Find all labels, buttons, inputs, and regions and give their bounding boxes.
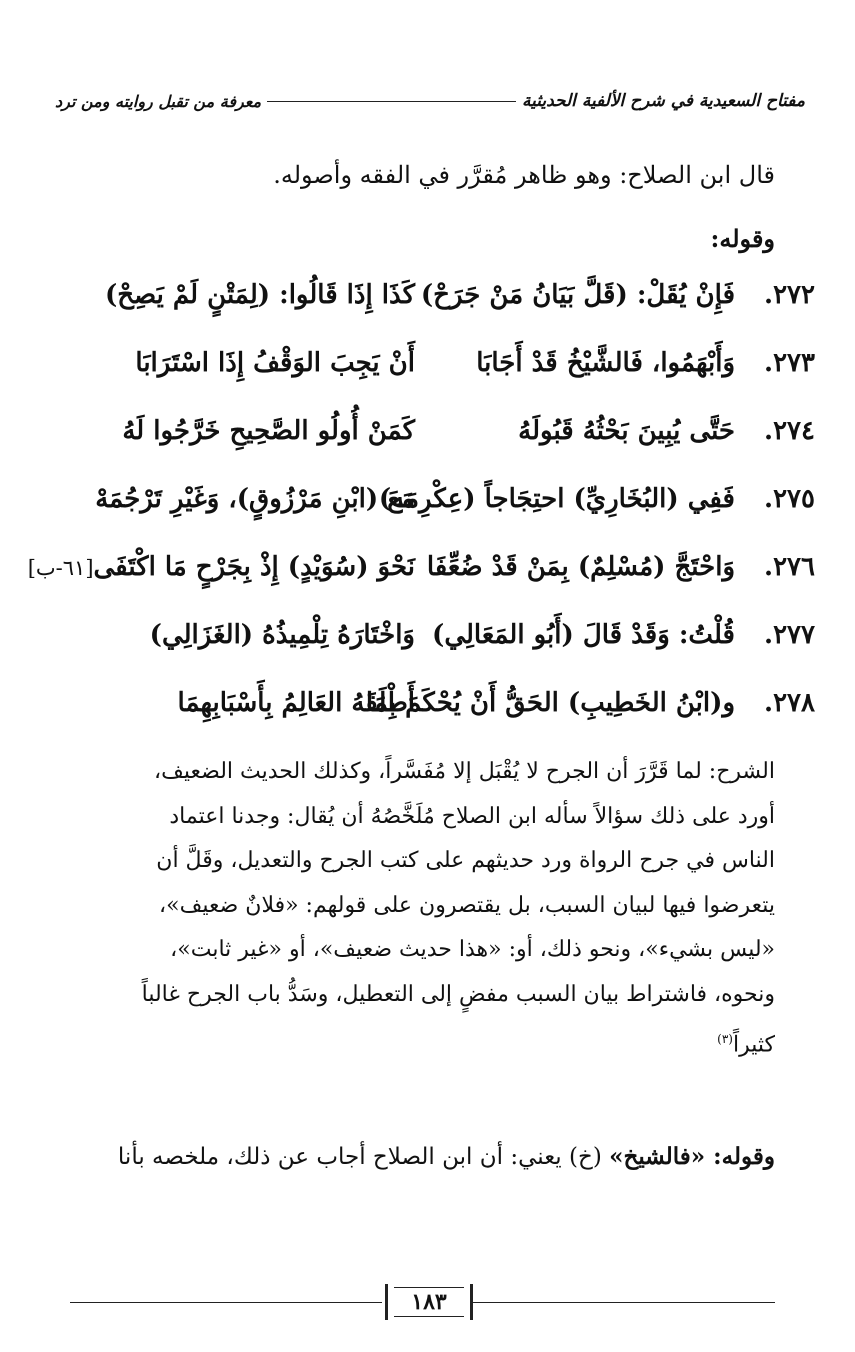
verse-line [40, 268, 815, 328]
verse-first-hemistich: وَأَبْهَمُوا، فَالشَّيْخُ قَدْ أَجَابَا [476, 348, 735, 378]
verse-first-hemistich: حَتَّى يُبِينَ بَحْثُهُ قَبُولَهُ [518, 416, 735, 446]
verse-number: ٢٧٦. [764, 552, 815, 582]
verses-label: وقوله: [710, 224, 775, 253]
verse-second-hemistich: كَذَا إِذَا قَالُوا: (لِمَتْنٍ لَمْ يَصِحْ) [104, 280, 415, 310]
header-rule [267, 101, 516, 102]
verse-number: ٢٧٥. [764, 484, 815, 514]
verse-number: ٢٧٤. [764, 416, 815, 446]
verse-second-hemistich [27, 552, 415, 582]
footnote-marker: (٣) [717, 1032, 733, 1046]
verse-first-hemistich: فَفِي (البُخَارِيِّ) احتِجَاجاً (عِكْرِمَه) [378, 484, 735, 514]
commentary-line-text: كثيراً [732, 1032, 775, 1058]
commentary-paragraph [55, 750, 775, 1062]
continuation-text: (خ) يعني: أن ابن الصلاح أجاب عن ذلك، ملخصه بأنا [117, 1144, 610, 1170]
commentary-line: الشرح: لما قَرَّرَ أن الجرح لا يُقْبَل إلا مُفَسَّراً، وكذلك الحديث الضعيف، [154, 759, 775, 784]
page-number: ١٨٣ [385, 1284, 473, 1320]
verse-first-hemistich: قُلْتُ: وَقَدْ قَالَ (أَبُو المَعَالِي) [432, 620, 735, 650]
verse-number: ٢٧٨. [764, 688, 815, 718]
footer-rule-right [470, 1302, 775, 1303]
commentary-line: أورد على ذلك سؤالاً سأله ابن الصلاح مُلَخَّصُهُ أن يُقال: وجدنا اعتماد [169, 803, 775, 829]
commentary-line: ونحوه، فاشتراط بيان السبب مفضٍ إلى التعطيل، وسَدُّ باب الجرح غالباً [141, 981, 775, 1007]
verse-second-hemistich: كَمَنْ أُولُو الصَّحِيحِ خَرَّجُوا لَهُ [122, 416, 415, 446]
quoted-term: وقوله: «فالشيخ» [609, 1143, 775, 1170]
verse-second-hemistich: أَطْلَقَهُ العَالِمُ بِأَسْبَابِهِمَا [177, 688, 415, 718]
intro-paragraph: قال ابن الصلاح: وهو ظاهر مُقرَّر في الفقه وأصوله. [273, 161, 775, 189]
verse-line [27, 540, 815, 600]
verse-second-hemistich-text: نَحْوَ (سُوَيْدٍ) إِذْ بِجَرْحٍ مَا اكْتَفَى [93, 552, 415, 582]
running-header [55, 86, 805, 116]
manuscript-folio-marker: [٦١-ب] [27, 556, 94, 580]
verse-second-hemistich: مَعَ (ابْنِ مَرْزُوقٍ)، وَغَيْرِ تَرْجُمَهْ [95, 484, 415, 514]
continuation-paragraph [55, 1135, 775, 1179]
verse-second-hemistich: وَاخْتَارَهُ تِلْمِيذُهُ (الغَزَالِي) [149, 620, 415, 650]
verse-line [40, 472, 815, 532]
commentary-line-last [55, 1017, 775, 1062]
verse-second-hemistich: أَنْ يَجِبَ الوَقْفُ إِذَا اسْتَرَابَا [135, 348, 415, 378]
chapter-title: معرفة من تقبل روايته ومن ترد [55, 91, 262, 111]
footer-rule-left [70, 1302, 382, 1303]
verse-line [40, 608, 815, 668]
commentary-line: يتعرضوا فيها لبيان السبب، بل يقتصرون على قولهم: «فلانٌ ضعيف»، [159, 892, 775, 918]
verse-first-hemistich: وَاحْتَجَّ (مُسْلِمٌ) بِمَنْ قَدْ ضُعِّفَا [426, 552, 735, 582]
verse-first-hemistich: و(ابْنُ الخَطِيبِ) الحَقُّ أَنْ يُحْكَمَ بِمَا [365, 688, 735, 718]
verse-number: ٢٧٣. [764, 348, 815, 378]
verse-number: ٢٧٧. [764, 620, 815, 650]
verse-line [40, 404, 815, 464]
verse-line [40, 336, 815, 396]
commentary-line: الناس في جرح الرواة ورد حديثهم على كتب الجرح والتعديل، وقَلَّ أن [156, 848, 775, 873]
book-title: مفتاح السعيدية في شرح الألفية الحديثية [522, 91, 805, 111]
verse-line [40, 676, 815, 736]
commentary-line: «ليس بشيء»، ونحو ذلك، أو: «هذا حديث ضعيف»، أو «غير ثابت»، [170, 937, 775, 962]
verse-number: ٢٧٢. [764, 280, 815, 310]
verse-first-hemistich: فَإِنْ يُقَلْ: (قَلَّ بَيَانُ مَنْ جَرَحْ) [420, 280, 735, 310]
